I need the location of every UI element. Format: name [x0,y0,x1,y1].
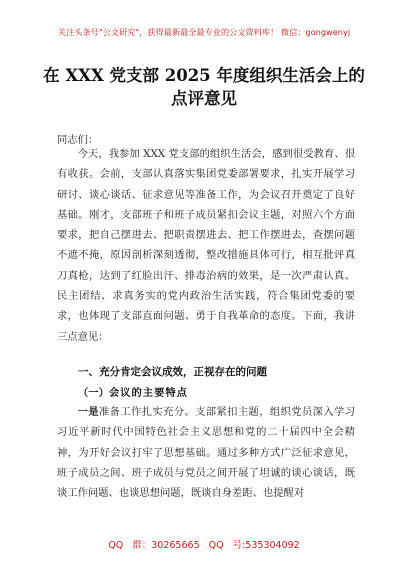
paragraph-2-lead: 一是 [77,406,99,418]
salutation: 同志们： [57,134,99,146]
paragraph-2 [57,402,355,503]
subsection-heading-1 [78,384,188,399]
section-heading-1: 一、充分肯定会议成效，正视存在的问题 [78,366,267,378]
paragraph-2-body: 准备工作扎实充分。支部紧扣主题，组织党员深入学习习近平新时代中国特色社会主义思想和党的二十届四中全会精神，为开好会议打牢了思想基础。通过多种方式广泛征求意见，班子成员之间、班子成员与党员之间开展了坦诚的谈心谈话，既谈工作问题、也谈思想问题，既谈自身差距、也提醒对 [57,406,356,500]
title-line-2: 点评意见 [171,89,237,108]
subsection-title: 会议的主要特点 [108,387,188,399]
footer-contact: QQ 群：30265665 QQ 号:535304092 [108,540,300,551]
header-banner: 关注头条号"公文研究"，获得最新最全最专业的公文资料库！ 微信：gongwenyj [57,27,351,37]
document-title [20,64,388,110]
subsection-number: （一） [78,387,109,399]
paragraph-1: 今天，我参加 XXX 党支部的组织生活会，感到很受教育、很有收获。会前，支部认真落实集团党委部署要求，扎实开展学习研讨、谈心谈话、征求意见等准备工作，为会议召开奠定了良好基础。刚才，支部班子和班子成员紧扣会议主题，对照六个方面要求，把自己摆进去、把职责摆进去、把工作摆进去，查摆问题不遮不掩，原因剖析深刻透彻，整改措施具体可行，相互批评真刀真枪，达到了红脸出汗、排毒治病的效果，是一次严肃认真、民主团结、求真务实的党内政治生活实践，符合集团党委的要求，也体现了支部直面问题、勇于自我革命的态度。下面，我讲三点意见： [57,148,355,343]
title-line-1: 在 XXX 党支部 2025 年度组织生活会上的 [43,66,365,85]
